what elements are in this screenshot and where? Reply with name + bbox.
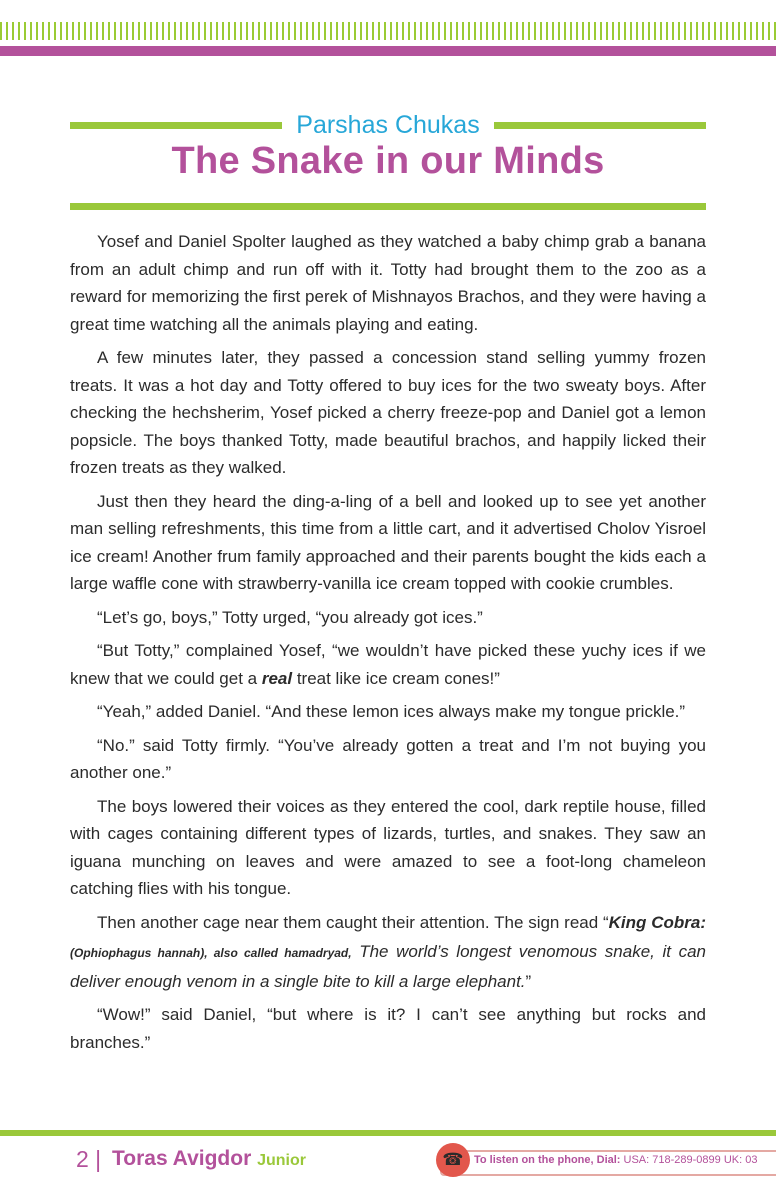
brand-logo: [112, 1147, 306, 1171]
paragraph-1: Yosef and Daniel Spolter laughed as they watched a baby chimp grab a banana from an adult chimp and run off with it. Totty had brought them to the zoo as a reward for memorizing the first perek of Mishnayos Brachos, and they were having a great time watching all the animals playing and eating.: [70, 232, 706, 334]
subtitle-left-rule: [70, 122, 282, 129]
phone-icon: ☎: [436, 1143, 470, 1177]
footer-rule: [0, 1130, 776, 1136]
top-color-band: [0, 46, 776, 56]
paragraph-7: “No.” said Totty firmly. “You’ve already gotten a treat and I’m not buying you another one.”: [70, 735, 706, 782]
title-underline: [70, 203, 706, 210]
parsha-subtitle: Parshas Chukas: [296, 110, 480, 139]
page-title: The Snake in our Minds: [171, 140, 605, 182]
phone-uk-number: UK: 03: [720, 1154, 758, 1166]
phone-info-text: [474, 1154, 757, 1166]
paragraph-3: Just then they heard the ding-a-ling of a bell and looked up to see yet another man selling refreshments, this time from a little cart, and it advertised Cholov Yisroel ice cream! Another frum family approached and their parents bought the kids each a large waffle cone with strawberry-vanilla ice cream topped with cookie crumbles.: [70, 491, 706, 593]
p9-text-start: Then another cage near them caught their attention. The sign read “: [97, 912, 609, 932]
brand-sub: Junior: [257, 1152, 306, 1169]
p9-scientific-name: (Ophiophagus hannah), also called hamadryad,: [70, 946, 352, 960]
paragraph-6: “Yeah,” added Daniel. “And these lemon ices always make my tongue prickle.”: [97, 702, 686, 721]
p5-text-end: treat like ice cream cones!”: [292, 668, 500, 688]
paragraph-9: [70, 909, 706, 996]
top-decorative-ticks: [0, 22, 776, 40]
p5-text-start: “But Totty,” complained Yosef, “we wouldn’t have picked these yuchy ices if we knew that we could get a: [70, 641, 706, 688]
paragraph-8: The boys lowered their voices as they entered the cool, dark reptile house, filled with cages containing different types of lizards, turtles, and snakes. They saw an iguana munching on leaves and were amazed to see a foot-long chameleon catching flies with his tongue.: [70, 796, 706, 898]
p9-sign-description: The world’s longest venomous snake, it can deliver enough venom in a single bite to kill a large elephant.: [70, 942, 706, 991]
subtitle-row: [70, 108, 706, 142]
page-number: 2 |: [76, 1146, 102, 1172]
paragraph-2: A few minutes later, they passed a concession stand selling yummy frozen treats. It was a hot day and Totty offered to buy ices for the two sweaty boys. After checking the hechsherim, Yosef picked a cherry freeze-pop and Daniel got a lemon popsicle. The boys thanked Totty, made beautiful brachos, and happily licked their frozen treats as they walked.: [70, 348, 706, 477]
p9-snake-name: King Cobra:: [608, 912, 706, 932]
phone-usa-number: USA: 718-289-0899: [620, 1154, 721, 1166]
paragraph-5: [70, 637, 706, 692]
p9-close-quote: ”: [525, 971, 532, 991]
phone-label: To listen on the phone, Dial:: [474, 1154, 621, 1166]
subtitle-right-rule: [494, 122, 706, 129]
brand-main: Toras Avigdor: [112, 1147, 252, 1170]
article-body: [70, 228, 706, 1062]
p5-emphasis: real: [261, 668, 293, 688]
paragraph-10: “Wow!” said Daniel, “but where is it? I can’t see anything but rocks and branches.”: [70, 1005, 706, 1052]
paragraph-4: “Let’s go, boys,” Totty urged, “you already got ices.”: [97, 607, 483, 627]
